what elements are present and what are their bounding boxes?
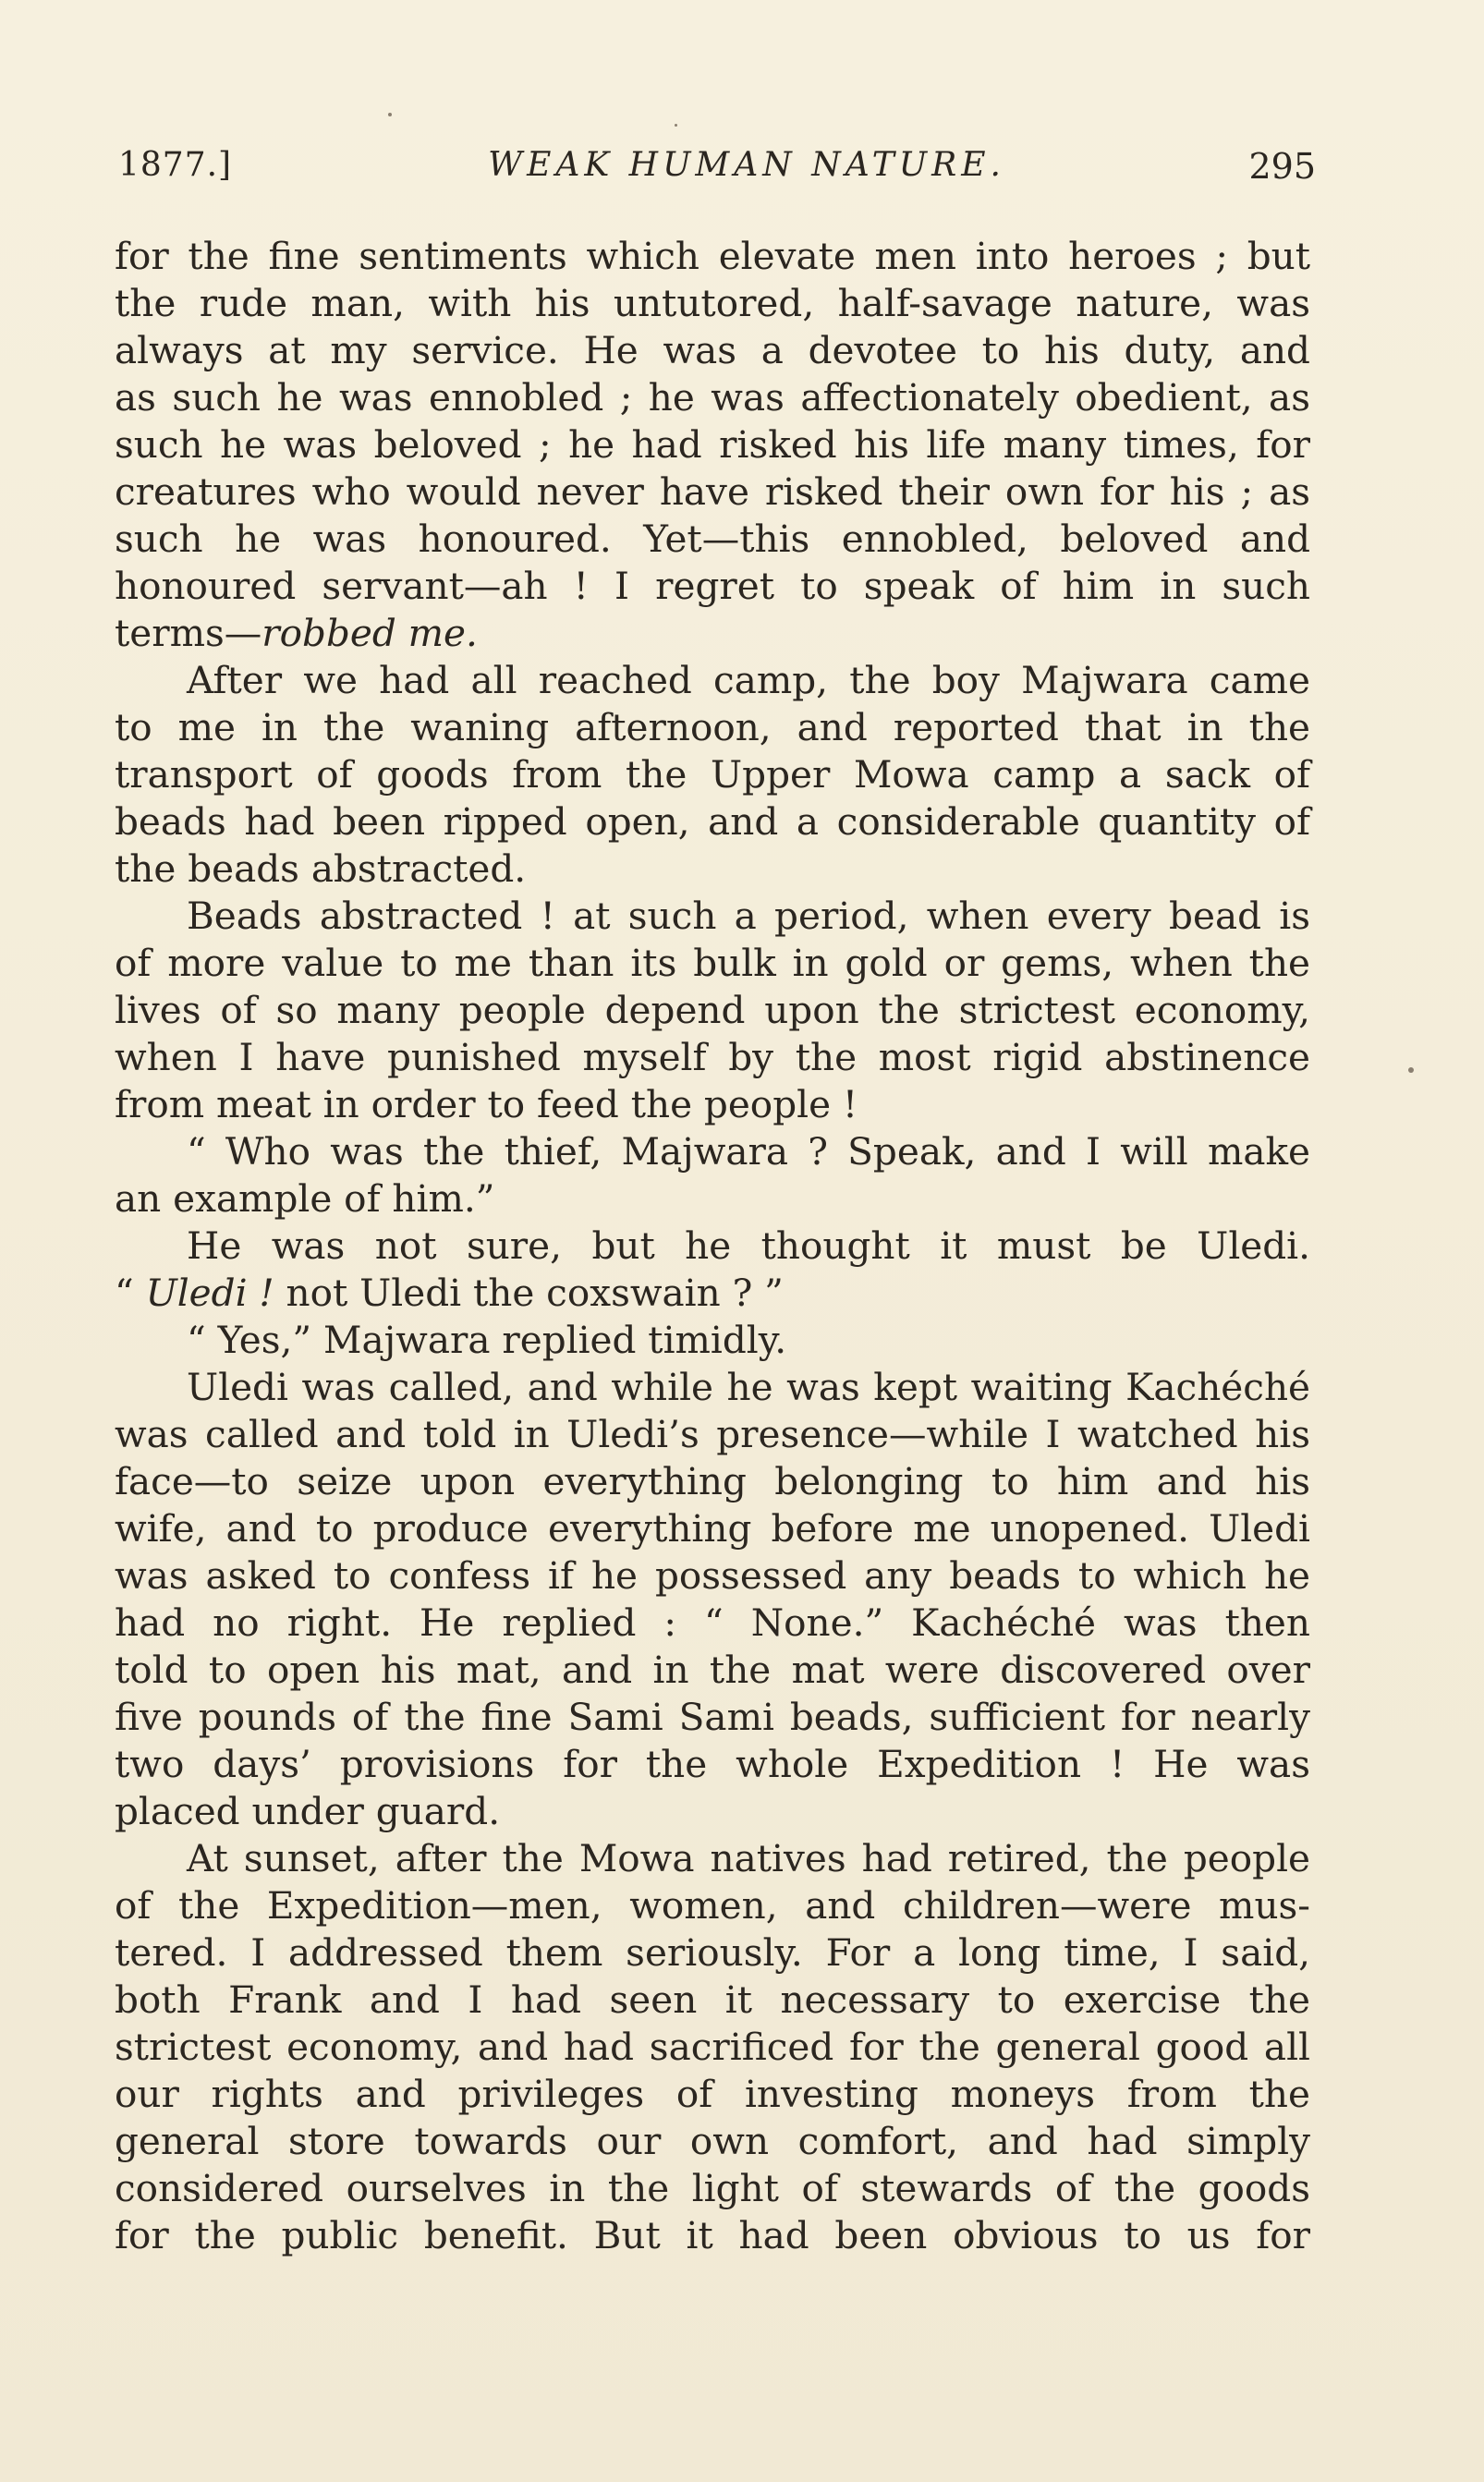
text-line: was asked to confess if he possessed any beads to which he	[115, 1553, 1310, 1598]
text-line: creatures who would never have risked their own for his ; as	[115, 469, 1310, 514]
header-year: 1877.]	[118, 146, 233, 184]
text-line: honoured servant—ah ! I regret to speak of him in such	[115, 564, 1310, 608]
paragraph-start: After we had all reached camp, the boy Majwara came	[187, 658, 1310, 702]
text-line: two days’ provisions for the whole Expedition ! He was	[115, 1742, 1310, 1786]
print-speck	[675, 124, 677, 127]
paragraph-start: Uledi was called, and while he was kept waiting Kachéché	[187, 1365, 1310, 1409]
text-line: placed under guard.	[115, 1789, 501, 1833]
paragraph-start: “ Who was the thief, Majwara ? Speak, and I will make	[187, 1129, 1310, 1174]
text-line: strictest economy, and had sacrificed for the general good all	[115, 2025, 1310, 2069]
text-segment: “	[115, 1271, 146, 1315]
text-line: considered ourselves in the light of stewards of the goods	[115, 2166, 1310, 2210]
text-segment: terms—	[115, 611, 262, 655]
paragraph-start: At sunset, after the Mowa natives had retired, the people	[187, 1836, 1310, 1880]
text-line: such he was honoured. Yet—this ennobled, beloved and	[115, 517, 1310, 561]
text-line: always at my service. He was a devotee to his duty, and	[115, 328, 1310, 372]
running-head	[118, 139, 1316, 194]
italic-text: Uledi !	[145, 1271, 274, 1315]
text-line: was called and told in Uledi’s presence—while I watched his	[115, 1412, 1310, 1456]
paragraph-start: He was not sure, but he thought it must be Uledi.	[187, 1223, 1310, 1268]
text-line: such he was beloved ; he had risked his life many times, for	[115, 422, 1310, 467]
text-line: the rude man, with his untutored, half-savage nature, was	[115, 281, 1310, 325]
body-text	[115, 233, 1310, 2259]
text-line	[115, 610, 1310, 657]
text-line: our rights and privileges of investing moneys from the	[115, 2072, 1310, 2116]
text-line: the beads abstracted.	[115, 846, 527, 891]
text-line: for the public benefit. But it had been obvious to us for	[115, 2213, 1310, 2257]
text-line: five pounds of the fine Sami Sami beads, sufficient for nearly	[115, 1695, 1310, 1739]
text-line: when I have punished myself by the most rigid abstinence	[115, 1035, 1310, 1079]
text-line: transport of goods from the Upper Mowa camp a sack of	[115, 752, 1310, 797]
header-title: WEAK HUMAN NATURE.	[488, 146, 1005, 184]
text-line: to me in the waning afternoon, and reported that in the	[115, 705, 1310, 749]
paragraph-start: “ Yes,” Majwara replied timidly.	[187, 1318, 787, 1362]
text-line: of more value to me than its bulk in gold or gems, when the	[115, 941, 1310, 985]
text-line: lives of so many people depend upon the strictest economy,	[115, 988, 1310, 1032]
text-line: as such he was ennobled ; he was affectionately obedient, as	[115, 375, 1310, 420]
text-line: general store towards our own comfort, and had simply	[115, 2119, 1310, 2163]
text-line: of the Expedition—men, women, and children—were mus-	[115, 1883, 1310, 1928]
text-line: tered. I addressed them seriously. For a long time, I said,	[115, 1930, 1310, 1975]
text-line: an example of him.”	[115, 1176, 495, 1221]
text-line: from meat in order to feed the people !	[115, 1082, 858, 1126]
print-speck	[1408, 1067, 1414, 1073]
text-line: had no right. He replied : “ None.” Kachéché was then	[115, 1600, 1310, 1645]
text-line: both Frank and I had seen it necessary to exercise the	[115, 1977, 1310, 2022]
print-speck	[388, 113, 392, 116]
paragraph-start: Beads abstracted ! at such a period, when every bead is	[187, 894, 1310, 938]
page-number: 295	[1248, 146, 1316, 187]
text-line: for the fine sentiments which elevate men into heroes ; but	[115, 234, 1310, 278]
text-line: beads had been ripped open, and a considerable quantity of	[115, 799, 1310, 844]
italic-text: robbed me.	[262, 611, 478, 655]
text-line: face—to seize upon everything belonging to him and his	[115, 1459, 1310, 1503]
text-line: wife, and to produce everything before me unopened. Uledi	[115, 1506, 1310, 1551]
text-line	[115, 1270, 1310, 1317]
text-line: told to open his mat, and in the mat were discovered over	[115, 1648, 1310, 1692]
text-segment: not Uledi the coxswain ? ”	[274, 1271, 784, 1315]
